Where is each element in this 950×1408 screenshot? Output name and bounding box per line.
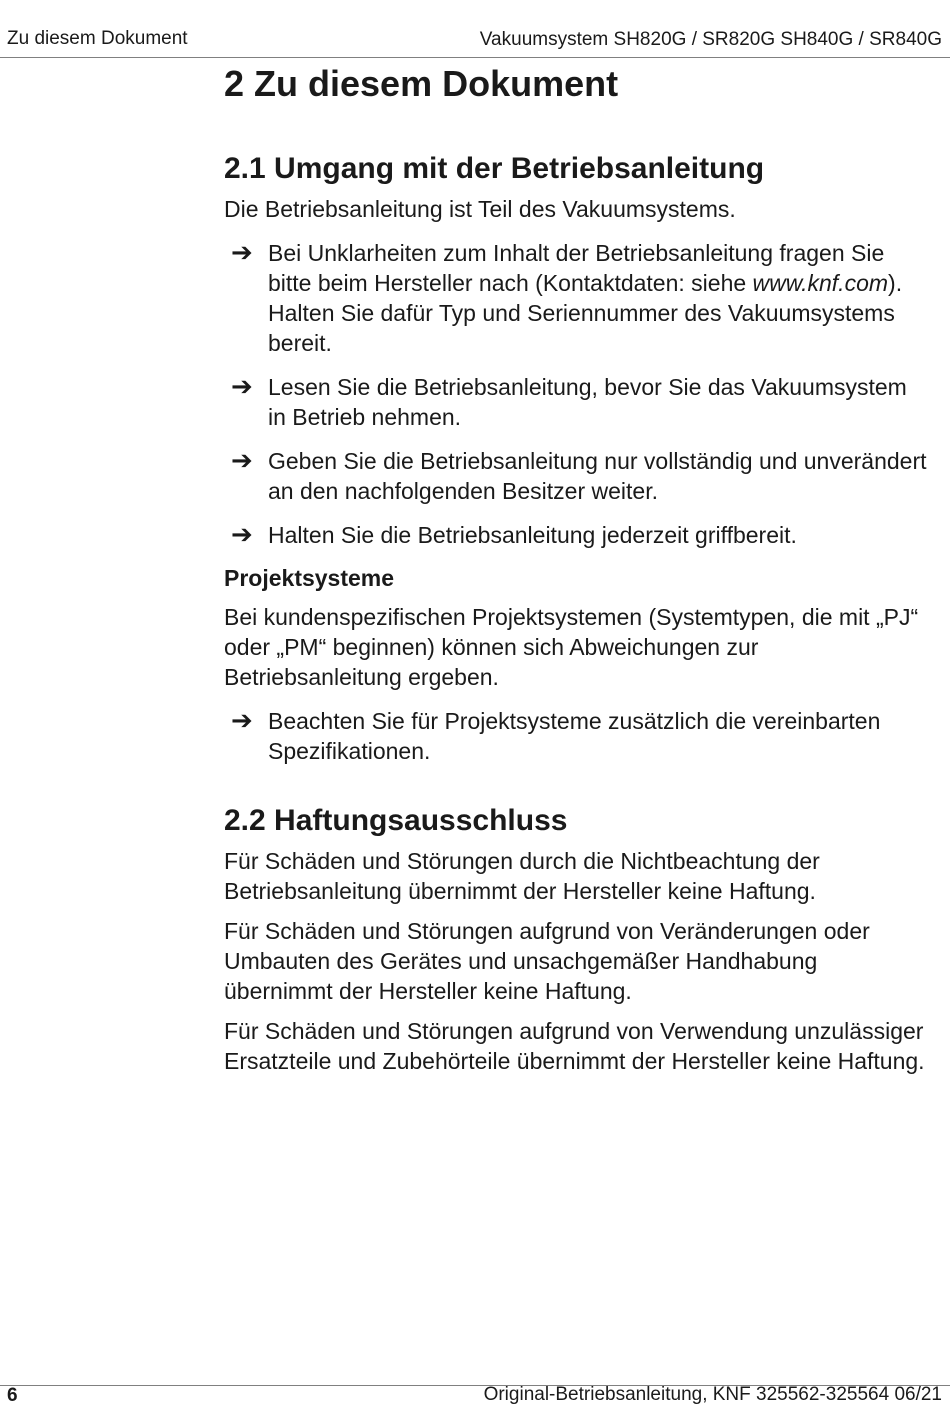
chapter-title: 2 Zu diesem Dokument	[224, 63, 619, 104]
arrow-right-icon: ➔	[231, 520, 253, 550]
arrow-right-icon: ➔	[231, 372, 253, 402]
section-2-1-intro: Die Betriebsanleitung ist Teil des Vakuumsystems.	[224, 196, 736, 222]
instruction-text	[268, 238, 928, 358]
instruction-text: Beachten Sie für Projektsysteme zusätzlich die vereinbarten Spezifikationen.	[268, 708, 881, 764]
arrow-right-icon: ➔	[231, 706, 253, 736]
footer-document-id: Original-Betriebsanleitung, KNF 325562-325564 06/21	[483, 1384, 942, 1405]
instruction-step	[224, 238, 928, 358]
header-section-title: Zu diesem Dokument	[7, 28, 188, 49]
instruction-step	[224, 446, 928, 506]
header-product-title: Vakuumsystem SH820G / SR820G SH840G / SR840G	[479, 29, 942, 50]
subsection-projektsysteme-title: Projektsysteme	[224, 565, 395, 591]
manufacturer-website-link[interactable]: www.knf.com	[752, 270, 889, 296]
page-number: 6	[7, 1385, 18, 1406]
disclaimer-paragraph: Für Schäden und Störungen durch die Nichtbeachtung der Betriebsanleitung übernimmt der Hersteller keine Haftung.	[224, 848, 820, 904]
section-2-1-title: 2.1 Umgang mit der Betriebsanleitung	[224, 152, 765, 185]
instruction-step	[224, 520, 928, 550]
section-2-2-title: 2.2 Haftungsausschluss	[224, 804, 568, 837]
arrow-right-icon: ➔	[231, 238, 253, 268]
instruction-text: Lesen Sie die Betriebsanleitung, bevor Sie das Vakuumsystem in Betrieb nehmen.	[268, 374, 907, 430]
disclaimer-paragraph: Für Schäden und Störungen aufgrund von Verwendung unzulässiger Ersatzteile und Zubehörteile übernimmt der Hersteller keine Haftung.	[224, 1018, 925, 1074]
arrow-right-icon: ➔	[231, 446, 253, 476]
instruction-text-part: ). Halten Sie dafür Typ und Seriennummer des Vakuumsystems bereit.	[268, 270, 903, 356]
instruction-text: Geben Sie die Betriebsanleitung nur vollständig und unverändert an den nachfolgenden Besitzer weiter.	[268, 448, 927, 504]
disclaimer-paragraph: Für Schäden und Störungen aufgrund von Veränderungen oder Umbauten des Gerätes und unsachgemäßer Handhabung übernimmt der Hersteller keine Haftung.	[224, 918, 870, 1004]
instruction-step	[224, 706, 928, 766]
instruction-text-part: Bei Unklarheiten zum Inhalt der Betriebsanleitung fragen Sie bitte beim Hersteller nach (Kontaktdaten: siehe	[268, 240, 885, 296]
instruction-text: Halten Sie die Betriebsanleitung jederzeit griffbereit.	[268, 522, 797, 548]
instruction-step	[224, 372, 928, 432]
projektsysteme-text: Bei kundenspezifischen Projektsystemen (Systemtypen, die mit „PJ“ oder „PM“ beginnen) können sich Abweichungen zur Betriebsanleitung ergeben.	[224, 604, 919, 690]
header-divider	[0, 57, 950, 58]
page-content	[224, 62, 928, 1076]
